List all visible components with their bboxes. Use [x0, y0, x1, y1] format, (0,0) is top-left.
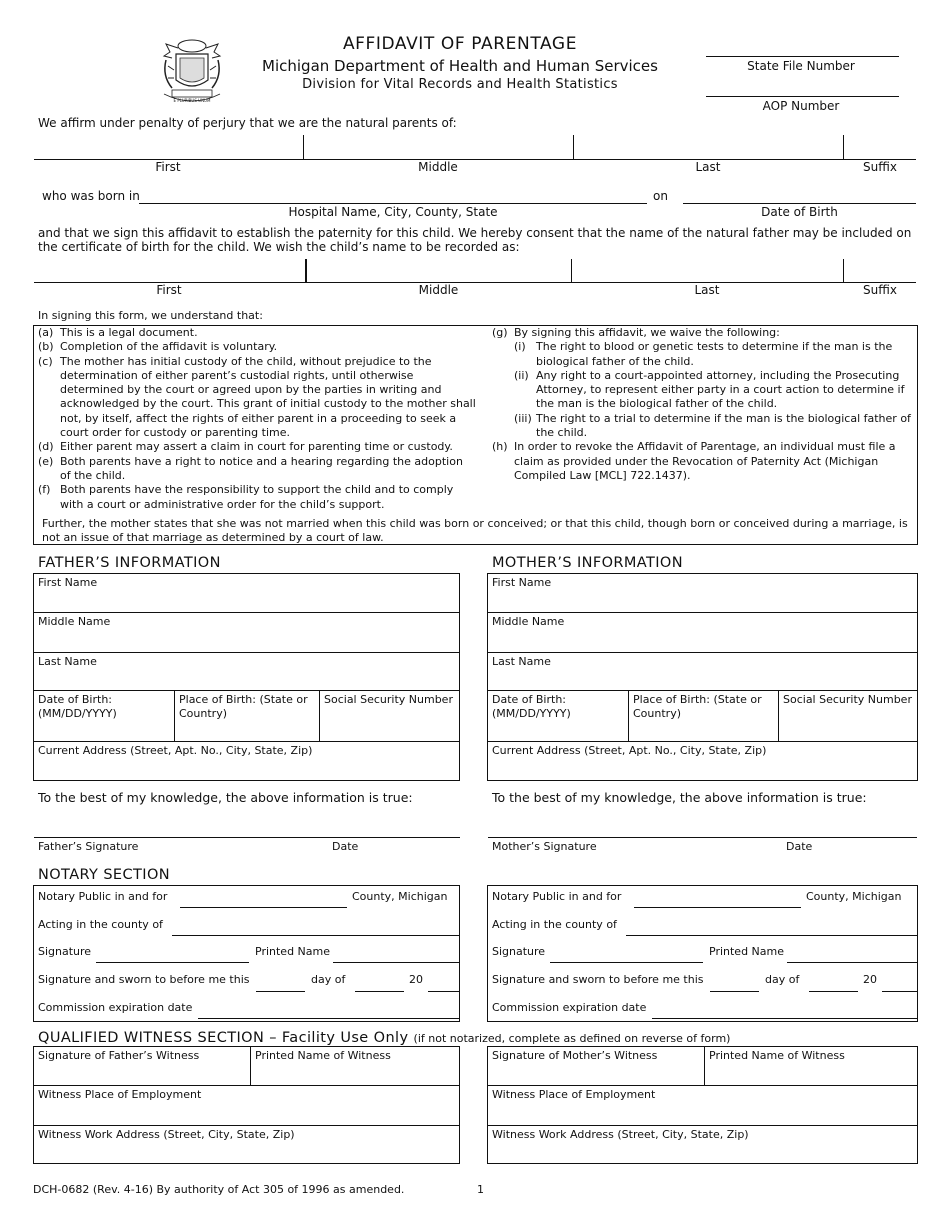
father-day-of-label: day of: [311, 973, 346, 986]
dob-label: Date of Birth: [761, 205, 838, 219]
father-true-statement: To the best of my knowledge, the above information is true:: [38, 790, 413, 805]
father-witness-address-field[interactable]: [34, 1125, 459, 1163]
mother-sworn-year-field[interactable]: [882, 991, 917, 992]
father-commission-label: Commission expiration date: [38, 1001, 193, 1014]
label-first-2: First: [156, 283, 182, 297]
department-name: Michigan Department of Health and Human Services: [262, 57, 658, 75]
mother-witness-signature-label: Signature of Mother’s Witness: [492, 1049, 658, 1062]
aop-number-line[interactable]: [706, 96, 899, 97]
birth-hospital-field[interactable]: [139, 203, 647, 204]
label-suffix: Suffix: [863, 160, 897, 174]
state-seal: [156, 36, 228, 106]
form-footer-id: DCH-0682 (Rev. 4-16) By authority of Act 305 of 1996 as amended.: [33, 1183, 405, 1196]
mother-witness-employment-label: Witness Place of Employment: [492, 1088, 656, 1101]
affirm-statement: We affirm under penalty of perjury that we are the natural parents of:: [38, 116, 457, 130]
mother-printed-name-label: Printed Name: [709, 945, 785, 958]
aop-number-label: AOP Number: [762, 99, 840, 113]
mother-signature-line[interactable]: [488, 837, 917, 838]
mother-address-field[interactable]: [488, 741, 917, 780]
mother-middle-name-label: Middle Name: [492, 615, 565, 628]
father-dob-field[interactable]: [34, 690, 174, 741]
father-section-title: FATHER’S INFORMATION: [38, 555, 221, 571]
term-c: (c) The mother has initial custody of the child, without prejudice to the determination of either parent’s custodial rights, until otherwise determined by the court or agreed upon by the parties in writing and acknowledged by the court. This grant of initial custody to the mother shall not, by itself, affect the rights of either parent in a proceeding to seek a court order for custody or parenting time.: [38, 354, 476, 440]
mother-dob-field[interactable]: [488, 690, 628, 741]
mother-section-title: MOTHER’S INFORMATION: [492, 555, 683, 571]
mother-witness-printed-name-field[interactable]: [705, 1046, 917, 1085]
mother-commission-label: Commission expiration date: [492, 1001, 647, 1014]
mother-witness-printed-name-label: Printed Name of Witness: [709, 1049, 845, 1062]
on-label: on: [653, 189, 668, 203]
mother-last-name-label: Last Name: [492, 655, 551, 668]
term-g-ii: (ii) Any right to a court-appointed attorney, including the Prosecuting Attorney, to represent either party in a court action to determine if the man is the biological father of the child.: [514, 368, 905, 411]
recorded-last-name-field[interactable]: [572, 259, 842, 282]
father-sworn-label: Signature and sworn to before me this: [38, 973, 250, 986]
label-middle-2: Middle: [418, 283, 459, 297]
mother-witness-address-label: Witness Work Address (Street, City, State, Zip): [492, 1128, 749, 1141]
father-sworn-year-field[interactable]: [428, 991, 459, 992]
father-acting-label: Acting in the county of: [38, 918, 163, 931]
mother-pob-field[interactable]: [629, 690, 778, 741]
father-address-field[interactable]: [34, 741, 459, 780]
father-first-name-label: First Name: [38, 576, 98, 589]
father-middle-name-label: Middle Name: [38, 615, 111, 628]
division-name: Division for Vital Records and Health Statistics: [302, 77, 618, 92]
father-ssn-field[interactable]: [320, 690, 459, 741]
label-last: Last: [695, 160, 721, 174]
mother-commission-field[interactable]: [652, 1018, 917, 1019]
father-pob-field[interactable]: [175, 690, 319, 741]
term-g: (g) By signing this affidavit, we waive the following:: [492, 326, 780, 339]
notary-section-title: NOTARY SECTION: [38, 867, 171, 883]
father-witness-printed-name-field[interactable]: [251, 1046, 459, 1085]
father-ssn-label: Social Security Number: [324, 693, 453, 706]
mother-acting-label: Acting in the county of: [492, 918, 617, 931]
mother-true-statement: To the best of my knowledge, the above information is true:: [492, 790, 867, 805]
mother-printed-name-field[interactable]: [787, 962, 917, 963]
father-notary-county-field[interactable]: [180, 907, 347, 908]
father-witness-employment-field[interactable]: [34, 1085, 459, 1125]
term-d: (d) Either parent may assert a claim in court for parenting time or custody.: [38, 440, 453, 454]
father-county-michigan-label: County, Michigan: [352, 890, 448, 903]
father-year-label: 20: [409, 973, 423, 986]
form-title: AFFIDAVIT OF PARENTAGE: [342, 34, 578, 54]
further-statement: Further, the mother states that she was not married when this child was born or conceived; or that this child, though born or conceived during a marriage, is not an issue of that marriage as determined by a court of law.: [42, 517, 908, 544]
label-middle: Middle: [418, 160, 458, 174]
father-sworn-month-field[interactable]: [355, 991, 404, 992]
father-signature-line[interactable]: [34, 837, 460, 838]
father-pob-label: Place of Birth: (State or Country): [179, 693, 308, 720]
terms-left-column: [38, 326, 476, 512]
father-notary-public-label: Notary Public in and for: [38, 890, 168, 903]
father-witness-address-label: Witness Work Address (Street, City, State, Zip): [38, 1128, 295, 1141]
mother-first-name-field[interactable]: [488, 573, 917, 612]
mother-notary-signature-field[interactable]: [550, 962, 703, 963]
father-address-label: Current Address (Street, Apt. No., City, State, Zip): [38, 744, 313, 757]
mother-acting-county-field[interactable]: [626, 935, 917, 936]
father-dob-label: Date of Birth: (MM/DD/YYYY): [38, 693, 117, 720]
mother-year-label: 20: [863, 973, 877, 986]
mother-county-michigan-label: County, Michigan: [806, 890, 902, 903]
term-g-iii: (iii) The right to a trial to determine if the man is the biological father of the child.: [514, 411, 911, 440]
father-witness-signature-label: Signature of Father’s Witness: [38, 1049, 200, 1062]
state-file-number-line[interactable]: [706, 56, 899, 57]
hospital-label: Hospital Name, City, County, State: [288, 205, 498, 219]
understand-statement: In signing this form, we understand that:: [38, 309, 263, 322]
mother-witness-address-field[interactable]: [488, 1125, 917, 1163]
mother-notary-public-label: Notary Public in and for: [492, 890, 622, 903]
term-f: (f) Both parents have the responsibility to support the child and to comply with a court or administrative order for the child’s support.: [38, 483, 454, 511]
mother-middle-name-field[interactable]: [488, 612, 917, 652]
born-in-label: who was born in: [42, 189, 140, 203]
term-h: (h) In order to revoke the Affidavit of Parentage, an individual must file a claim as provided under the Revocation of Paternity Act (Michigan Compiled Law [MCL] 722.1437).: [492, 440, 896, 482]
father-first-name-field[interactable]: [34, 573, 459, 612]
mother-date-label: Date: [786, 840, 813, 853]
father-witness-printed-name-label: Printed Name of Witness: [255, 1049, 391, 1062]
recorded-suffix-field[interactable]: [844, 259, 916, 282]
date-of-birth-field[interactable]: [683, 203, 916, 204]
mother-notary-signature-label: Signature: [492, 945, 546, 958]
father-printed-name-label: Printed Name: [255, 945, 331, 958]
father-date-label: Date: [332, 840, 359, 853]
father-acting-county-field[interactable]: [172, 935, 459, 936]
mother-ssn-field[interactable]: [779, 690, 917, 741]
father-middle-name-field[interactable]: [34, 612, 459, 652]
mother-sworn-month-field[interactable]: [809, 991, 858, 992]
father-notary-signature-label: Signature: [38, 945, 92, 958]
father-sworn-day-field[interactable]: [256, 991, 305, 992]
mother-witness-employment-field[interactable]: [488, 1085, 917, 1125]
mother-first-name-label: First Name: [492, 576, 552, 589]
mother-dob-label: Date of Birth: (MM/DD/YYYY): [492, 693, 571, 720]
label-last-2: Last: [694, 283, 720, 297]
term-g-i: (i) The right to blood or genetic tests to determine if the man is the biological father of the child.: [514, 340, 893, 368]
term-b: (b) Completion of the affidavit is voluntary.: [38, 340, 278, 354]
father-printed-name-field[interactable]: [333, 962, 459, 963]
recorded-first-name-field[interactable]: [34, 259, 304, 282]
mother-address-label: Current Address (Street, Apt. No., City, State, Zip): [492, 744, 767, 757]
mother-sworn-label: Signature and sworn to before me this: [492, 973, 704, 986]
state-file-number-label: State File Number: [747, 59, 855, 73]
child-last-name-field[interactable]: [574, 135, 842, 159]
term-a: (a) This is a legal document.: [38, 326, 198, 339]
label-suffix-2: Suffix: [863, 283, 897, 297]
mother-last-name-field[interactable]: [488, 652, 917, 690]
recorded-middle-name-field[interactable]: [307, 259, 570, 282]
mother-notary-county-field[interactable]: [634, 907, 801, 908]
svg-text:E PLURIBUS UNUM: E PLURIBUS UNUM: [173, 98, 211, 103]
father-signature-label: Father’s Signature: [38, 840, 139, 853]
label-first: First: [155, 160, 181, 174]
child-suffix-field[interactable]: [844, 135, 916, 159]
terms-right-column: [492, 326, 912, 483]
father-commission-field[interactable]: [198, 1018, 459, 1019]
witness-section-title: [38, 1027, 730, 1046]
father-last-name-label: Last Name: [38, 655, 97, 668]
consent-statement: and that we sign this affidavit to establish the paternity for this child. We hereby consent that the name of the natural father may be included on the certificate of birth for the child. We wish the child’s name to be recorded as:: [38, 226, 912, 254]
father-witness-employment-label: Witness Place of Employment: [38, 1088, 202, 1101]
child-first-name-field[interactable]: [34, 135, 302, 159]
mother-pob-label: Place of Birth: (State or Country): [633, 693, 762, 720]
term-e: (e) Both parents have a right to notice and a hearing regarding the adoption of the child.: [38, 454, 463, 482]
mother-ssn-label: Social Security Number: [783, 693, 912, 706]
mother-witness-signature-field[interactable]: [488, 1046, 704, 1085]
witness-title: QUALIFIED WITNESS SECTION – Facility Use Only: [38, 1030, 409, 1046]
father-witness-signature-field[interactable]: [34, 1046, 250, 1085]
child-middle-name-field[interactable]: [304, 135, 572, 159]
mother-day-of-label: day of: [765, 973, 800, 986]
father-notary-signature-field[interactable]: [96, 962, 249, 963]
mother-signature-label: Mother’s Signature: [492, 840, 597, 853]
mother-sworn-day-field[interactable]: [710, 991, 759, 992]
father-last-name-field[interactable]: [34, 652, 459, 690]
witness-note: (if not notarized, complete as defined on reverse of form): [413, 1032, 731, 1045]
page-number: 1: [477, 1183, 484, 1196]
